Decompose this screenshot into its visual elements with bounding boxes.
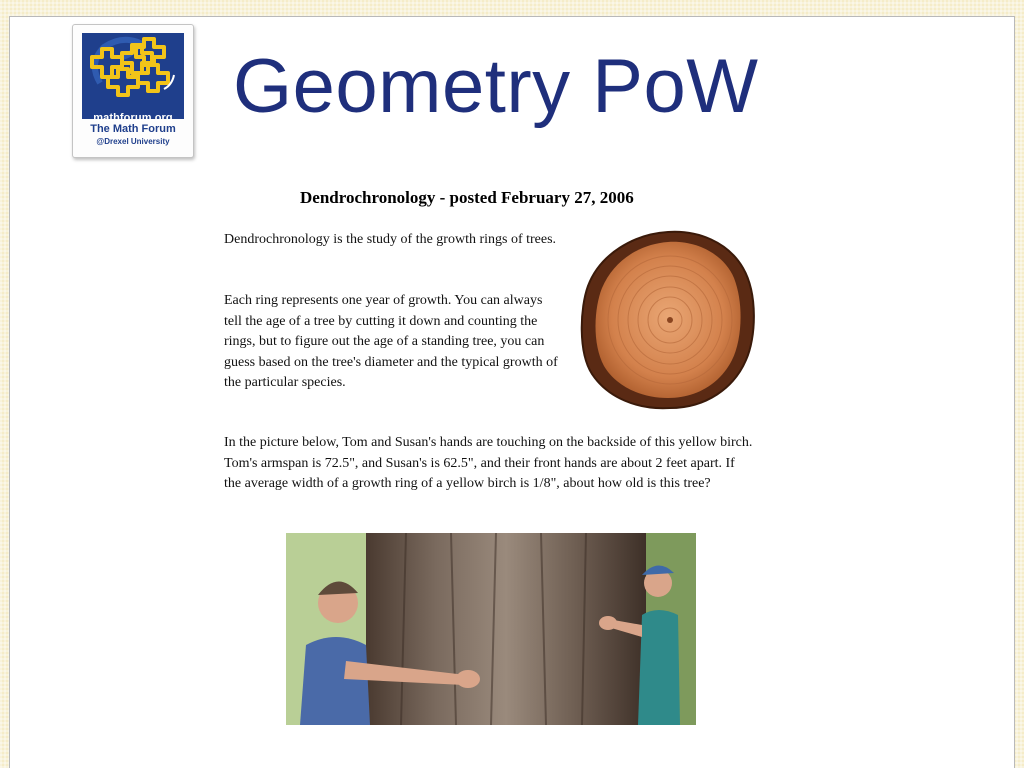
tree-hug-photo xyxy=(286,533,696,725)
math-forum-logo[interactable] xyxy=(72,24,194,158)
problem-heading: Dendrochronology - posted February 27, 2006 xyxy=(300,188,634,207)
logo-name-text: The Math Forum xyxy=(90,123,176,135)
paragraph-rings: Each ring represents one year of growth. You can always tell the age of a tree by cutting it down and counting the rings, but to figure out the age of a standing tree, you can guess based on the tree's diameter and the typical growth of the particular species. xyxy=(224,293,558,390)
logo-site-text: mathforum.org xyxy=(93,112,173,124)
tree-rings-image xyxy=(578,228,758,412)
page-title: Geometry PoW xyxy=(233,44,759,129)
paragraph-intro: Dendrochronology is the study of the growth rings of trees. xyxy=(224,232,557,247)
knot-icon xyxy=(82,33,184,103)
logo-emblem xyxy=(82,33,184,124)
logo-university-text: @Drexel University xyxy=(96,137,170,146)
paragraph-question: In the picture below, Tom and Susan's hands are touching on the backside of this yellow birch. Tom's armspan is 72.5", and Susan's is 62.5", and their front hands are about 2 feet apart. If the average width of a growth ring of a yellow birch is 1/8", about how old is this tree? xyxy=(224,435,753,491)
